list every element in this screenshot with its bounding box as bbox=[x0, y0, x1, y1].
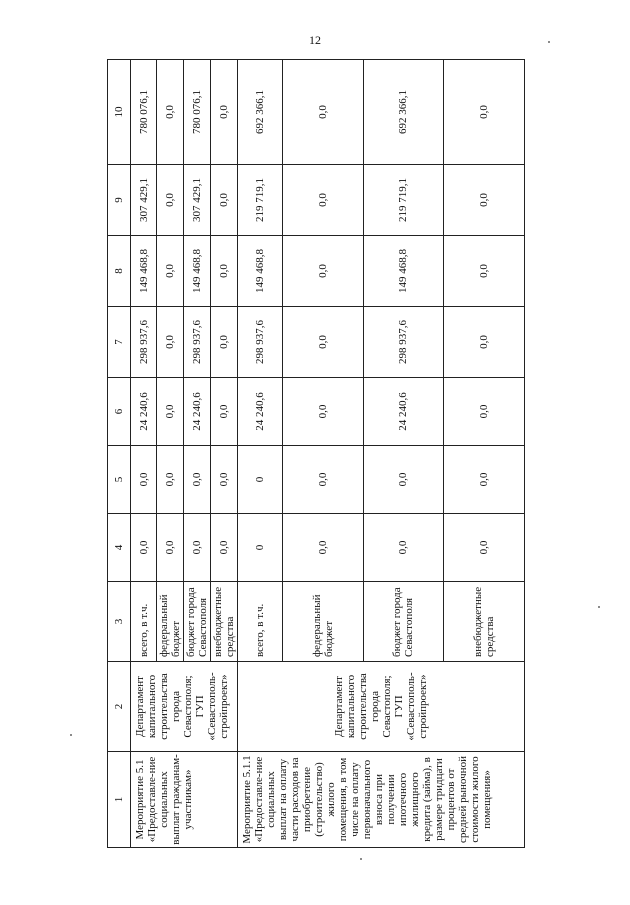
page-number: 12 bbox=[309, 33, 321, 47]
header-cell: 2 bbox=[108, 662, 131, 752]
table-row bbox=[238, 60, 283, 848]
value-cell: 0,0 bbox=[282, 60, 363, 165]
value-cell: 0,0 bbox=[282, 307, 363, 378]
value-cell: 0 bbox=[238, 514, 283, 582]
value-cell: 0,0 bbox=[211, 60, 238, 165]
value-cell: 24 240,6 bbox=[131, 378, 157, 446]
header-cell: 3 bbox=[108, 582, 131, 662]
value-cell: 0,0 bbox=[363, 446, 444, 514]
measure-name-cell: Мероприятие 5.1.1 «Предоставле-ние социальных выплат на оплату части расходов на приобретение (строительство) жилого помещения, в том числе на оплату первоначального взноса при получении ипотечного жилищного кредита (займа), в размере тридцати процентов от средней рыночной стоимости жилого помещения» bbox=[238, 752, 525, 848]
value-cell: 0,0 bbox=[211, 446, 238, 514]
value-cell: 0,0 bbox=[211, 236, 238, 307]
scan-speck bbox=[598, 606, 600, 608]
header-cell: 8 bbox=[108, 236, 131, 307]
value-cell: 24 240,6 bbox=[184, 378, 211, 446]
value-cell: 0,0 bbox=[282, 165, 363, 236]
header-cell: 1 bbox=[108, 752, 131, 848]
value-cell: 149 468,8 bbox=[363, 236, 444, 307]
source-cell: бюджет города Севастополя bbox=[184, 582, 211, 662]
rotated-table-frame bbox=[107, 60, 525, 848]
value-cell: 0,0 bbox=[282, 236, 363, 307]
executor-cell: Департамент капитального строительства города Севастополя; ГУП «Севастополь-стройпроект» bbox=[238, 662, 525, 752]
header-cell: 5 bbox=[108, 446, 131, 514]
source-cell: всего, в т.ч. bbox=[238, 582, 283, 662]
value-cell: 0,0 bbox=[282, 378, 363, 446]
value-cell: 298 937,6 bbox=[131, 307, 157, 378]
value-cell: 0,0 bbox=[157, 236, 184, 307]
value-cell: 692 366,1 bbox=[363, 60, 444, 165]
measure-name-cell: Мероприятие 5.1 «Предоставле-ние социальных выплат гражданам-участникам» bbox=[131, 752, 238, 848]
value-cell: 0,0 bbox=[363, 514, 444, 582]
header-row bbox=[108, 60, 131, 848]
source-cell: федеральный бюджет bbox=[282, 582, 363, 662]
scan-speck bbox=[70, 734, 72, 736]
value-cell: 0,0 bbox=[444, 514, 525, 582]
scan-speck bbox=[548, 41, 550, 43]
value-cell: 0,0 bbox=[157, 378, 184, 446]
value-cell: 0,0 bbox=[444, 446, 525, 514]
value-cell: 0,0 bbox=[157, 446, 184, 514]
funding-table bbox=[107, 59, 525, 848]
source-cell: внебюджетные средства bbox=[444, 582, 525, 662]
source-cell: федеральный бюджет bbox=[157, 582, 184, 662]
value-cell: 780 076,1 bbox=[131, 60, 157, 165]
value-cell: 0,0 bbox=[444, 236, 525, 307]
value-cell: 0,0 bbox=[211, 378, 238, 446]
value-cell: 0,0 bbox=[211, 307, 238, 378]
value-cell: 0,0 bbox=[157, 514, 184, 582]
value-cell: 298 937,6 bbox=[363, 307, 444, 378]
source-cell: бюджет города Севастополя bbox=[363, 582, 444, 662]
value-cell: 219 719,1 bbox=[238, 165, 283, 236]
value-cell: 219 719,1 bbox=[363, 165, 444, 236]
value-cell: 0,0 bbox=[184, 514, 211, 582]
value-cell: 0,0 bbox=[444, 307, 525, 378]
value-cell: 307 429,1 bbox=[131, 165, 157, 236]
value-cell: 307 429,1 bbox=[184, 165, 211, 236]
value-cell: 0 bbox=[238, 446, 283, 514]
value-cell: 149 468,8 bbox=[238, 236, 283, 307]
value-cell: 0,0 bbox=[444, 378, 525, 446]
value-cell: 0,0 bbox=[157, 165, 184, 236]
value-cell: 298 937,6 bbox=[238, 307, 283, 378]
value-cell: 24 240,6 bbox=[363, 378, 444, 446]
source-cell: всего, в т.ч. bbox=[131, 582, 157, 662]
value-cell: 0,0 bbox=[282, 446, 363, 514]
value-cell: 0,0 bbox=[211, 514, 238, 582]
header-cell: 10 bbox=[108, 60, 131, 165]
table-row bbox=[131, 60, 157, 848]
value-cell: 0,0 bbox=[131, 446, 157, 514]
value-cell: 0,0 bbox=[131, 514, 157, 582]
value-cell: 24 240,6 bbox=[238, 378, 283, 446]
source-cell: внебюджетные средства bbox=[211, 582, 238, 662]
header-cell: 4 bbox=[108, 514, 131, 582]
value-cell: 0,0 bbox=[282, 514, 363, 582]
value-cell: 0,0 bbox=[157, 60, 184, 165]
value-cell: 149 468,8 bbox=[131, 236, 157, 307]
value-cell: 780 076,1 bbox=[184, 60, 211, 165]
header-cell: 6 bbox=[108, 378, 131, 446]
executor-cell: Департамент капитального строительства города Севастополя; ГУП «Севастополь-стройпроект» bbox=[131, 662, 238, 752]
value-cell: 0,0 bbox=[157, 307, 184, 378]
value-cell: 149 468,8 bbox=[184, 236, 211, 307]
value-cell: 692 366,1 bbox=[238, 60, 283, 165]
value-cell: 298 937,6 bbox=[184, 307, 211, 378]
value-cell: 0,0 bbox=[444, 60, 525, 165]
value-cell: 0,0 bbox=[444, 165, 525, 236]
header-cell: 7 bbox=[108, 307, 131, 378]
value-cell: 0,0 bbox=[211, 165, 238, 236]
scan-speck bbox=[360, 858, 362, 860]
value-cell: 0,0 bbox=[184, 446, 211, 514]
header-cell: 9 bbox=[108, 165, 131, 236]
